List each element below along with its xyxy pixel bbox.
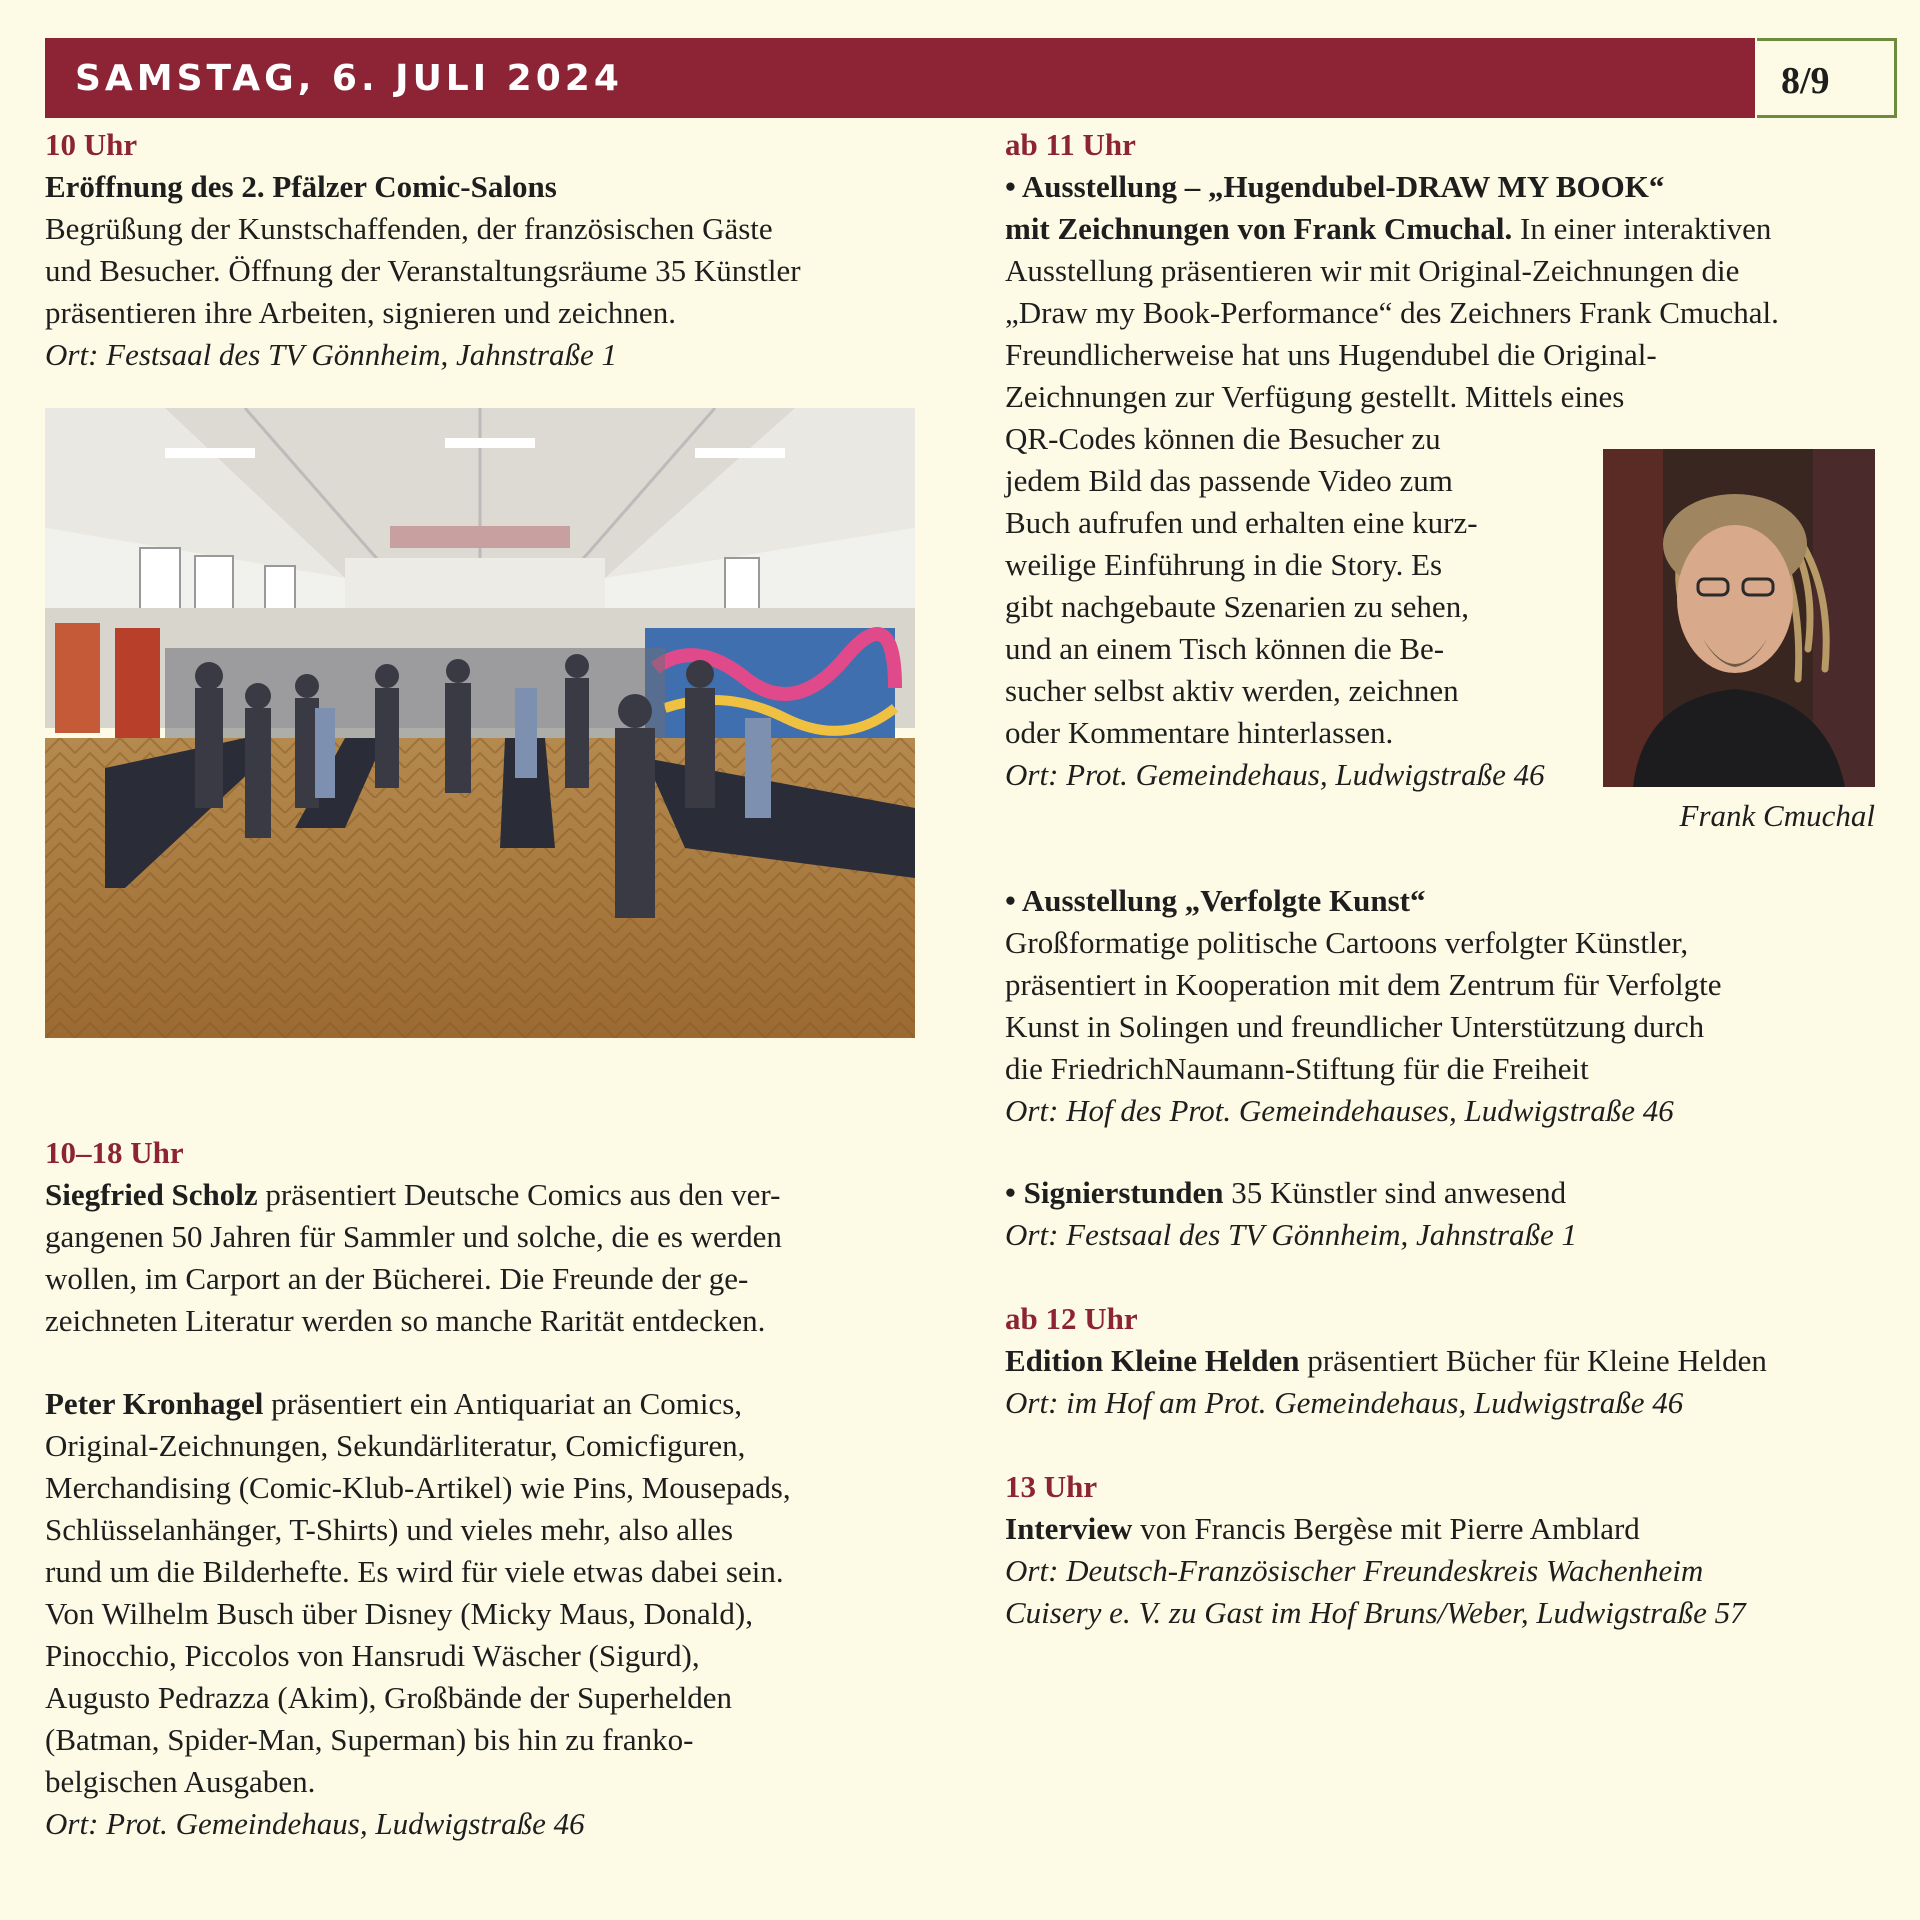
event-title: Edition Kleine Helden <box>1005 1343 1300 1378</box>
event-location: Cuisery e. V. zu Gast im Hof Bruns/Weber, Ludwigstraße 57 <box>1005 1595 1746 1630</box>
event-text-line: Augusto Pedrazza (Akim), Großbände der Superhelden <box>45 1680 732 1715</box>
event-text-line: Kunst in Solingen und freundlicher Unterstützung durch <box>1005 1009 1705 1044</box>
event-text-line: und Besucher. Öffnung der Veranstaltungsräume 35 Künstler <box>45 253 801 288</box>
event-time: 13 Uhr <box>1005 1469 1098 1504</box>
event-text-line: Freundlicherweise hat uns Hugendubel die Original- <box>1005 337 1657 372</box>
event-text-line: „Draw my Book-Performance“ des Zeichners Frank Cmuchal. <box>1005 295 1779 330</box>
event-text: In einer interaktiven <box>1512 211 1772 246</box>
event-text-line <box>45 1174 925 1216</box>
event-text-line: Merchandising (Comic-Klub-Artikel) wie Pins, Mousepads, <box>45 1470 791 1505</box>
event-text-line: die FriedrichNaumann-Stiftung für die Freiheit <box>1005 1051 1589 1086</box>
portrait-photo-frank-cmuchal <box>1603 449 1875 787</box>
event-location: Ort: Festsaal des TV Gönnheim, Jahnstraße 1 <box>45 337 618 372</box>
event-signierstunden <box>1005 1172 1895 1256</box>
event-kronhagel <box>45 1383 925 1845</box>
event-title: • Signierstunden <box>1005 1175 1224 1210</box>
page-number-box <box>1757 38 1897 118</box>
event-text-line <box>45 1383 925 1425</box>
portrait-caption: Frank Cmuchal <box>1679 798 1875 833</box>
event-time: ab 11 Uhr <box>1005 127 1136 162</box>
event-text-line: zeichneten Literatur werden so manche Rarität entdecken. <box>45 1303 766 1338</box>
header-bar <box>45 38 1755 118</box>
event-text-line: wollen, im Carport an der Bücherei. Die Freunde der ge- <box>45 1261 749 1296</box>
page-date-title: SAMSTAG, 6. JULI 2024 <box>75 58 623 99</box>
event-location: Ort: Deutsch-Französischer Freundeskreis Wachenheim <box>1005 1553 1704 1588</box>
event-time: 10–18 Uhr <box>45 1135 184 1170</box>
event-text: präsentiert Bücher für Kleine Helden <box>1299 1343 1767 1378</box>
event-text-line <box>1005 208 1895 250</box>
event-text: 35 Künstler sind anwesend <box>1223 1175 1567 1210</box>
event-text-line: präsentieren ihre Arbeiten, signieren und zeichnen. <box>45 295 676 330</box>
exhibition-hall-photo <box>45 408 915 1038</box>
event-text-line: QR-Codes können die Besucher zu <box>1005 421 1441 456</box>
event-text-line <box>1005 1172 1895 1214</box>
event-text-line: Schlüsselanhänger, T-Shirts) und vieles mehr, also alles <box>45 1512 734 1547</box>
event-text: von Francis Bergèse mit Pierre Amblard <box>1132 1511 1640 1546</box>
event-text: präsentiert Deutsche Comics aus den ver- <box>257 1177 781 1212</box>
event-text-line <box>1005 1340 1895 1382</box>
event-text-line: präsentiert in Kooperation mit dem Zentrum für Verfolgte <box>1005 967 1722 1002</box>
presenter-name: Peter Kronhagel <box>45 1386 264 1421</box>
event-text-line: Zeichnungen zur Verfügung gestellt. Mittels eines <box>1005 379 1625 414</box>
event-text-line: Von Wilhelm Busch über Disney (Micky Maus, Donald), <box>45 1596 753 1631</box>
event-title: Eröffnung des 2. Pfälzer Comic-Salons <box>45 169 557 204</box>
page-number: 8/9 <box>1781 60 1830 102</box>
event-title: Interview <box>1005 1511 1133 1546</box>
event-time: ab 12 Uhr <box>1005 1301 1138 1336</box>
event-location: Ort: Prot. Gemeindehaus, Ludwigstraße 46 <box>45 1806 585 1841</box>
event-location: Ort: Hof des Prot. Gemeindehauses, Ludwigstraße 46 <box>1005 1093 1674 1128</box>
event-text-line: (Batman, Spider-Man, Superman) bis hin zu franko- <box>45 1722 694 1757</box>
event-text-line: rund um die Bilderhefte. Es wird für viele etwas dabei sein. <box>45 1554 784 1589</box>
event-text-line: Großformatige politische Cartoons verfolgter Künstler, <box>1005 925 1689 960</box>
event-location: Ort: Festsaal des TV Gönnheim, Jahnstraße 1 <box>1005 1217 1578 1252</box>
event-text-line: gibt nachgebaute Szenarien zu sehen, <box>1005 589 1469 624</box>
event-verfolgte-kunst <box>1005 880 1895 1132</box>
event-text-line <box>1005 1508 1895 1550</box>
event-text-line: gangenen 50 Jahren für Sammler und solche, die es werden <box>45 1219 782 1254</box>
event-opening <box>45 124 925 376</box>
event-text-line: sucher selbst aktiv werden, zeichnen <box>1005 673 1459 708</box>
event-location: Ort: Prot. Gemeindehaus, Ludwigstraße 46 <box>1005 757 1545 792</box>
event-text-line: Ausstellung präsentieren wir mit Original-Zeichnungen die <box>1005 253 1740 288</box>
event-text: präsentiert ein Antiquariat an Comics, <box>263 1386 743 1421</box>
event-text-line: belgischen Ausgaben. <box>45 1764 316 1799</box>
event-text-line: jedem Bild das passende Video zum <box>1005 463 1453 498</box>
event-kleine-helden <box>1005 1298 1895 1424</box>
event-time: 10 Uhr <box>45 127 138 162</box>
event-title: • Ausstellung „Verfolgte Kunst“ <box>1005 883 1426 918</box>
event-text-line: und an einem Tisch können die Be- <box>1005 631 1445 666</box>
event-interview <box>1005 1466 1895 1634</box>
event-text-line: Buch aufrufen und erhalten eine kurz- <box>1005 505 1478 540</box>
event-title: • Ausstellung – „Hugendubel-DRAW MY BOOK“ <box>1005 169 1665 204</box>
event-subtitle: mit Zeichnungen von Frank Cmuchal. <box>1005 211 1513 246</box>
event-text-line: Original-Zeichnungen, Sekundärliteratur, Comicfiguren, <box>45 1428 746 1463</box>
event-text-line: oder Kommentare hinterlassen. <box>1005 715 1394 750</box>
event-text-line: Pinocchio, Piccolos von Hansrudi Wäscher (Sigurd), <box>45 1638 700 1673</box>
event-scholz <box>45 1132 925 1342</box>
event-location: Ort: im Hof am Prot. Gemeindehaus, Ludwigstraße 46 <box>1005 1385 1684 1420</box>
event-text-line: Begrüßung der Kunstschaffenden, der französischen Gäste <box>45 211 773 246</box>
presenter-name: Siegfried Scholz <box>45 1177 258 1212</box>
event-text-line: weilige Einführung in die Story. Es <box>1005 547 1443 582</box>
